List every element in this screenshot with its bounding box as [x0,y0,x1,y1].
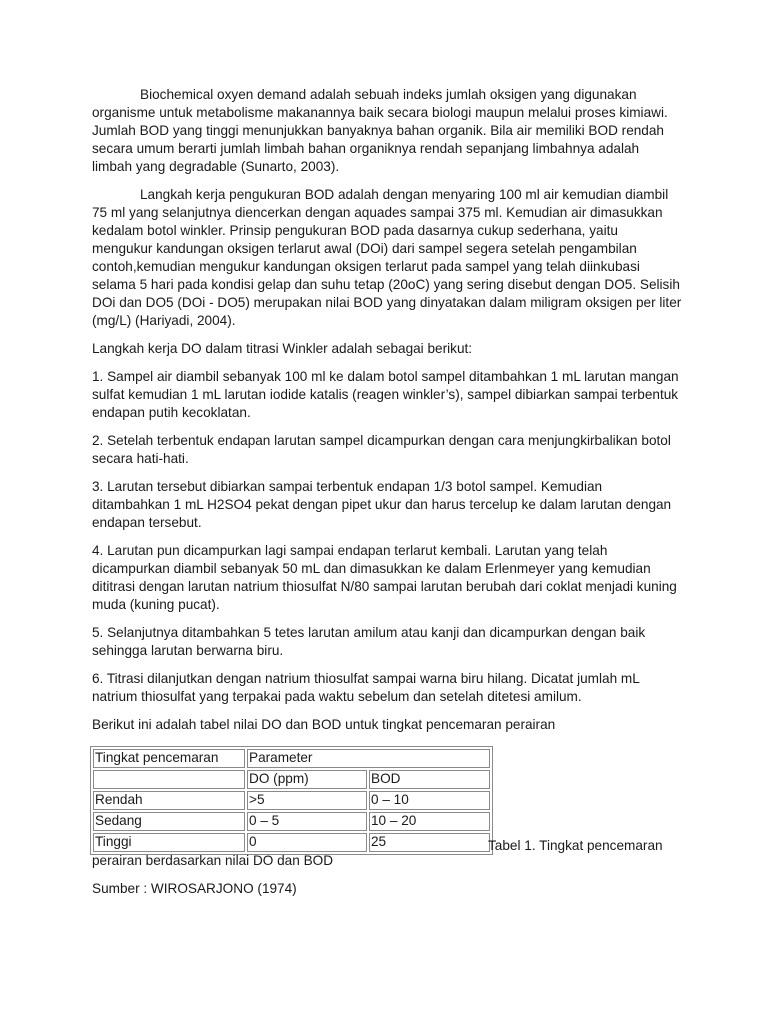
paragraph-bod-procedure: Langkah kerja pengukuran BOD adalah dengan menyaring 100 ml air kemudian diambil 75 ml yang selanjutnya diencerkan dengan aquades sampai 375 ml. Kemudian air dimasukkan kedalam botol winkler. Prinsip pengukuran BOD pada dasarnya cukup sederhana, yaitu mengukur kandungan oksigen terlarut awal (DOi) dari sampel segera setelah pengambilan contoh,kemudian mengukur kandungan oksigen terlarut pada sampel yang telah diinkubasi selama 5 hari pada kondisi gelap dan suhu tetap (20oC) yang sering disebut dengan DO5. Selisih DOi dan DO5 (DOi - DO5) merupakan nilai BOD yang dinyatakan dalam miligram oksigen per liter (mg/L) (Hariyadi, 2004). [92,187,682,328]
step-6: 6. Titrasi dilanjutkan dengan natrium thiosulfat sampai warna biru hilang. Dicatat jumlah mL natrium thiosulfat yang terpakai pada waktu sebelum dan setelah ditetesi amilum. [92,671,640,704]
table-row [93,791,490,810]
table-row [93,833,490,852]
cell-level: Sedang [93,812,245,831]
cell-level: Rendah [93,791,245,810]
table-row [93,812,490,831]
table-wrapper [92,746,682,853]
header-blank [93,770,245,789]
paragraph-bod-definition: Biochemical oxyen demand adalah sebuah indeks jumlah oksigen yang digunakan organisme untuk metabolisme makanannya baik secara biologi maupun melalui proses kimiawi. Jumlah BOD yang tinggi menunjukkan banyaknya bahan organik. Bila air memiliki BOD rendah secara umum berarti jumlah limbah bahan organiknya rendah sepanjang limbahnya adalah limbah yang degradable (Sunarto, 2003). [92,87,668,174]
step-5: 5. Selanjutnya ditambahkan 5 tetes larutan amilum atau kanji dan dicampurkan dengan baik sehingga larutan berwarna biru. [92,625,646,658]
table-caption-continuation: perairan berdasarkan nilai DO dan BOD [92,853,334,868]
header-do: DO (ppm) [247,770,367,789]
document-page [92,86,682,908]
step-2: 2. Setelah terbentuk endapan larutan sampel dicampurkan dengan cara menjungkirbalikan botol secara hati-hati. [92,433,671,466]
step-4: 4. Larutan pun dicampurkan lagi sampai endapan terlarut kembali. Larutan yang telah dicampurkan diambil sebanyak 50 mL dan dimasukkan ke dalam Erlenmeyer yang kemudian dititrasi dengan larutan natrium thiosulfat N/80 sampai larutan berubah dari coklat menjadi kuning muda (kuning pucat). [92,543,677,612]
paragraph-do-intro: Langkah kerja DO dalam titrasi Winkler adalah sebagai berikut: [92,341,473,356]
cell-bod: 0 – 10 [369,791,490,810]
header-bod: BOD [369,770,490,789]
header-tingkat: Tingkat pencemaran [93,749,245,768]
step-3: 3. Larutan tersebut dibiarkan sampai terbentuk endapan 1/3 botol sampel. Kemudian ditambahkan 1 mL H2SO4 pekat dengan pipet ukur dan harus tercelup ke dalam larutan dengan endapan tersebut. [92,479,672,530]
cell-bod: 25 [369,833,490,852]
step-1: 1. Sampel air diambil sebanyak 100 ml ke dalam botol sampel ditambahkan 1 mL larutan mangan sulfat kemudian 1 mL larutan iodide katalis (reagen winkler’s), sampel dibiarkan sampai terbentuk endapan putih kecoklatan. [92,369,679,420]
cell-do: 0 [247,833,367,852]
table-header-row [93,749,490,768]
table-intro: Berikut ini adalah tabel nilai DO dan BOD untuk tingkat pencemaran perairan [92,717,556,732]
cell-do: 0 – 5 [247,812,367,831]
header-parameter: Parameter [247,749,490,768]
cell-bod: 10 – 20 [369,812,490,831]
source-citation: Sumber : WIROSARJONO (1974) [92,881,297,896]
cell-level: Tinggi [93,833,245,852]
table-caption-start: Tabel 1. Tingkat pencemaran [488,838,663,853]
pollution-table [90,746,493,855]
cell-do: >5 [247,791,367,810]
table-subheader-row [93,770,490,789]
